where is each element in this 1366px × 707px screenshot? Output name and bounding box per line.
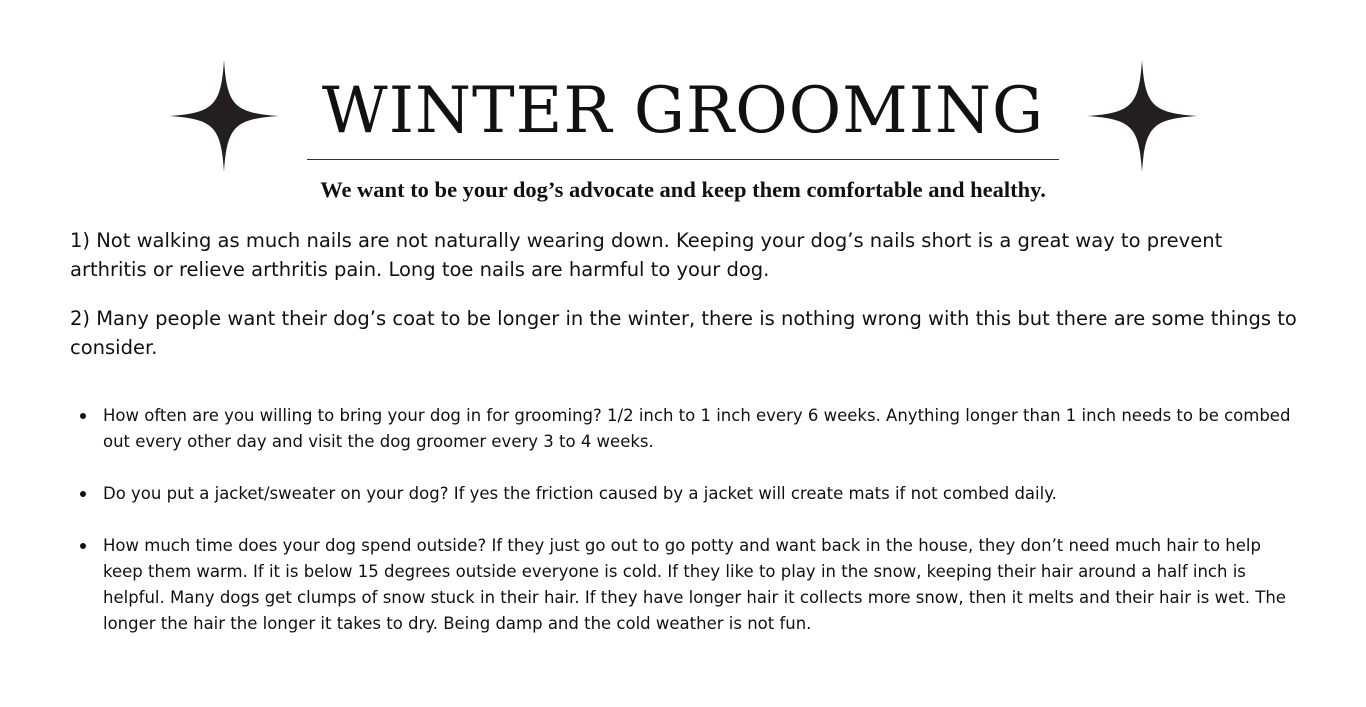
four-point-star-icon — [1087, 60, 1197, 172]
four-point-star-icon — [169, 60, 279, 172]
list-item — [76, 481, 1291, 507]
list-item-text: How much time does your dog spend outside? If they just go out to go potty and want back in the house, they don’t need much hair to help keep them warm. If it is below 15 degrees outside everyone is cold. If they like to play in the snow, keeping their hair around a half inch is helpful. Many dogs get clumps of snow stuck in their hair. If they have longer hair it collects more snow, then it melts and their hair is wet. The longer the hair the longer it takes to dry. Being damp and the cold weather is not fun. — [103, 536, 1286, 633]
page-subtitle: We want to be your dog’s advocate and keep them comfortable and healthy. — [320, 177, 1046, 202]
list-item-text: How often are you willing to bring your dog in for grooming? 1/2 inch to 1 inch every 6 weeks. Anything longer than 1 inch needs to be combed out every other day and visit the dog groomer every 3 to 4 weeks. — [103, 406, 1291, 451]
bullet-dot-icon — [80, 413, 86, 419]
paragraph-coat-length: 2) Many people want their dog’s coat to be longer in the winter, there is nothing wrong with this but there are some things to consider. — [70, 307, 1297, 359]
page-title: WINTER GROOMING — [321, 74, 1045, 148]
considerations-list — [76, 403, 1291, 663]
bullet-dot-icon — [80, 491, 86, 497]
title-divider — [307, 159, 1059, 160]
list-item — [76, 533, 1291, 637]
paragraph-nails: 1) Not walking as much nails are not naturally wearing down. Keeping your dog’s nails short is a great way to prevent arthritis or relieve arthritis pain. Long toe nails are harmful to your dog. — [70, 229, 1223, 281]
bullet-dot-icon — [80, 543, 86, 549]
list-item — [76, 403, 1291, 455]
list-item-text: Do you put a jacket/sweater on your dog? If yes the friction caused by a jacket will create mats if not combed daily. — [103, 484, 1057, 503]
